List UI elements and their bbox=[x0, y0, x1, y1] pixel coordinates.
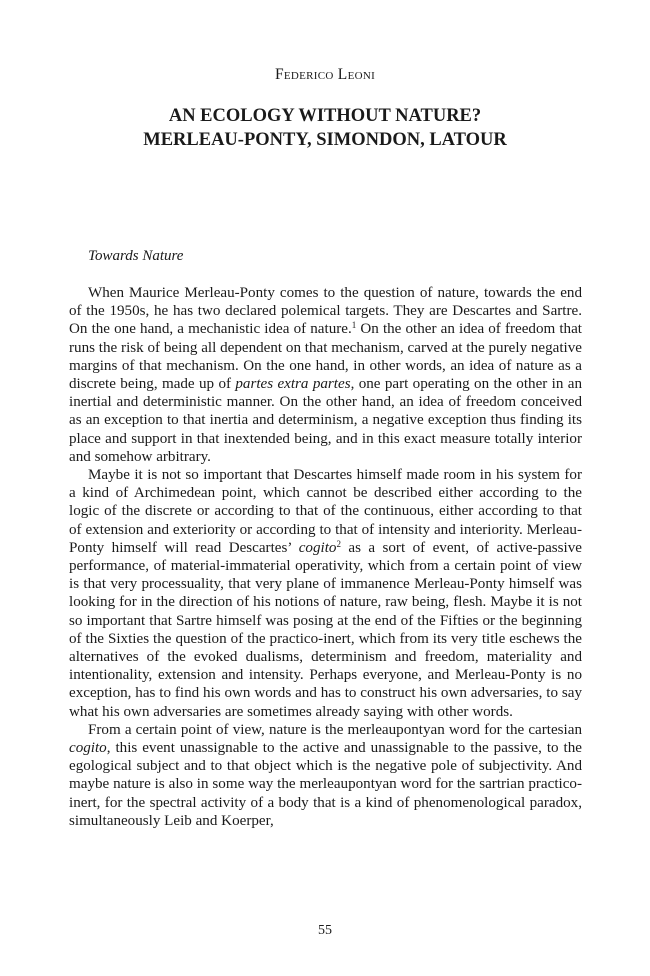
paragraph-2-text-a: Maybe it is not so important that Descartes himself made room in his system for a kind of Archimedean point, which cannot be described either according to the logic of the discrete or according to that of the continuous, either according to that of extension and exteriority or according to that of intensity and interiority. Merleau-Ponty himself will read Descartes’ bbox=[69, 467, 582, 556]
chapter-title-line-2: MERLEAU-PONTY, SIMONDON, LATOUR bbox=[143, 130, 507, 150]
paragraph-1-text-a: When Maurice Merleau-Ponty comes to the question of nature, towards the end of the 1950s, he has two declared polemical targets. They are Descartes and Sartre. On the one hand, a mechanistic idea of nature. bbox=[69, 285, 582, 338]
page-number: 55 bbox=[318, 923, 332, 938]
italic-term-partes-extra-partes: partes extra partes bbox=[235, 376, 351, 393]
paragraph-1 bbox=[69, 284, 582, 466]
paragraph-3-text-b: , this event unassignable to the active and unassignable to the passive, to the egological subject and to that object which is the negative pole of subjectivity. And maybe nature is also in some way the merleaupontyan word for the sartrian practico-inert, for the spectral activity of a body that is a kind of phenomenological paradox, simultaneously Leib and Koerper, bbox=[69, 740, 582, 829]
chapter-title-line-1: AN ECOLOGY WITHOUT NATURE? bbox=[168, 106, 482, 126]
chapter-title bbox=[0, 104, 650, 152]
italic-term-cogito-2: cogito bbox=[69, 740, 107, 757]
paragraph-3-text-a: From a certain point of view, nature is the merleaupontyan word for the cartesian bbox=[88, 721, 582, 738]
paragraph-3 bbox=[69, 721, 582, 830]
footnote-marker-2: 2 bbox=[336, 538, 341, 549]
section-heading: Towards Nature bbox=[88, 248, 184, 264]
author-name: Federico Leoni bbox=[274, 66, 376, 83]
paragraph-2-text-b: as a sort of event, of active-passive performance, of material-immaterial operativity, which from a certain point of view is that very processuality, that very plane of immanence Merleau-Ponty himself was looking for in the direction of his notions of nature, raw being, flesh. Maybe it is not so important that Sartre himself was posing at the end of the Fifties or the beginning of the Sixties the question of the practico-inert, which from its very title eschews the alternatives of the evoked dualisms, determinism and freedom, materiality and intentionality, extension and intensity. Perhaps everyone, and Merleau-Ponty is no exception, has to find his own words and has to construct his own adversaries, to say what his own adversaries are sometimes already saying with other words. bbox=[69, 539, 582, 720]
body-text bbox=[69, 284, 582, 830]
footnote-marker-1: 1 bbox=[351, 320, 357, 331]
paragraph-1-text-b: On the other an idea of freedom that runs the risk of being all dependent on that mechanism, carved at the purely negative margins of that mechanism. On the one hand, in other words, an idea of nature as a discrete being, made up of bbox=[69, 321, 582, 393]
paragraph-2 bbox=[69, 466, 582, 721]
italic-term-cogito: cogito bbox=[298, 539, 337, 556]
paragraph-1-text-c: , one part operating on the other in an inertial and deterministic manner. On the other hand, an idea of freedom conceived as an exception to that inertia and determinism, a negative exception thus finding its place and support in that inextended being, and in this exact measure totally interior and somehow arbitrary. bbox=[69, 376, 582, 465]
